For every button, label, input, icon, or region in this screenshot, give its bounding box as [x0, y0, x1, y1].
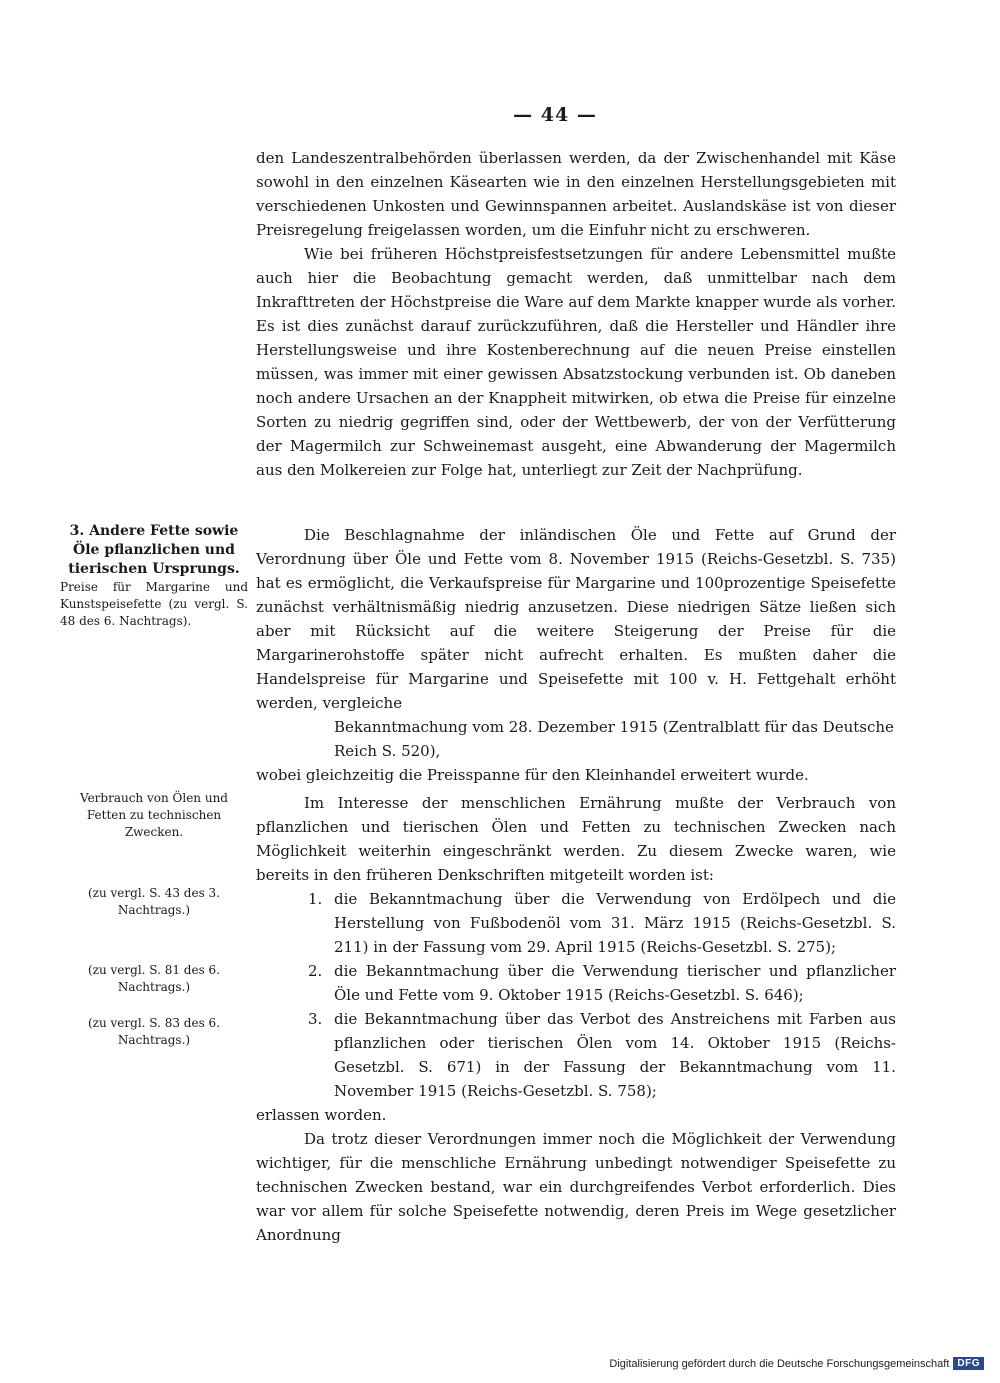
margin-ref-3: (zu vergl. S. 83 des 6. Nachtrags.): [87, 1016, 221, 1047]
list-text: die Bekanntmachung über das Verbot des Anstreichens mit Farben aus pflanzlichen oder tierischen Ölen vom 14. Oktober 1915 (Reichs-Gesetzbl. S. 671) in der Fassung der Bekanntmachung vom 11. November 1915 (Reichs-Gesetzbl. S. 758);: [334, 1010, 896, 1100]
margin-note-section3: [60, 522, 248, 630]
paragraph: Im Interesse der menschlichen Ernährung mußte der Verbrauch von pflanzlichen und tierischen Ölen und Fetten zu technischen Zwecken nach Möglichkeit weiterhin eingeschränkt werden. Zu diesem Zwecke waren, wie bereits in den früheren Denkschriften mitgeteilt worden ist:: [256, 794, 896, 884]
paragraph: Wie bei früheren Höchstpreisfestsetzungen für andere Lebensmittel mußte auch hier die Beobachtung gemacht werden, daß unmittelbar nach dem Inkrafttreten der Höchstpreise die Ware auf dem Markte knapper wurde als vorher. Es ist dies zunächst darauf zurückzuführen, daß die Hersteller und Händler ihre Herstellungsweise und ihre Kostenberechnung auf die neuen Preise einstellen müssen, was immer mit einer gewissen Absatzstockung verbunden ist. Ob daneben noch andere Ursachen an der Knappheit mitwirken, ob etwa die Preise für einzelne Sorten zu niedrig gegriffen sind, oder der Wettbewerb, der von der Verfütterung der Magermilch zur Schweinemast ausgeht, eine Abwanderung der Magermilch aus den Molkereien zur Folge hat, unterliegt zur Zeit der Nachprüfung.: [256, 245, 896, 479]
margin-ref-2: (zu vergl. S. 81 des 6. Nachtrags.): [87, 963, 221, 994]
paragraph: Die Beschlagnahme der inländischen Öle und Fette auf Grund der Verordnung über Öle und Fette vom 8. November 1915 (Reichs-Gesetzbl. S. 735) hat es ermöglicht, die Verkaufspreise für Margarine und 100prozentige Speisefette zunächst verhältnismäßig niedrig anzusetzen. Diese niedrigen Sätze ließen sich aber mit Rücksicht auf die weitere Steigerung der Preise für die Margarinerohstoffe später nicht aufrecht erhalten. Es mußten daher die Handelspreise für Margarine und Speisefette mit 100 v. H. Fettgehalt erhöht werden, vergleiche: [256, 526, 896, 712]
margin-subnote: Preise für Margarine und Kunstspeisefette (zu vergl. S. 48 des 6. Nachtrags).: [60, 580, 248, 628]
list-text: die Bekanntmachung über die Verwendung von Erdölpech und die Herstellung von Fußbodenöl vom 31. März 1915 (Reichs-Gesetzbl. S. 211) in der Fassung vom 29. April 1915 (Reichs-Gesetzbl. S. 275);: [334, 890, 896, 956]
list-text: die Bekanntmachung über die Verwendung tierischer und pflanzlicher Öle und Fette vom 9. Oktober 1915 (Reichs-Gesetzbl. S. 646);: [334, 962, 896, 1004]
text-block-margarine: [256, 523, 896, 787]
quoted-reference: Bekanntmachung vom 28. Dezember 1915 (Zentralblatt für das Deutsche Reich S. 520),: [334, 718, 894, 760]
list-number: 2.: [308, 962, 323, 980]
margin-heading: Verbrauch von Ölen und Fetten zu technischen Zwecken.: [80, 791, 228, 839]
paragraph: erlassen worden.: [256, 1106, 387, 1124]
margin-note-section4: [60, 790, 248, 841]
paragraph: wobei gleichzeitig die Preisspanne für den Kleinhandel erweitert wurde.: [256, 766, 809, 784]
page-number: — 44 —: [513, 104, 597, 126]
text-block-technical-use: [256, 791, 896, 1247]
ordinance-list: [256, 887, 896, 1103]
list-item: [256, 959, 896, 1007]
text-block-cheese: [256, 146, 896, 482]
margin-heading: 3. Andere Fette sowie Öle pflanzlichen und tierischen Ursprungs.: [68, 523, 240, 577]
footer-text: Digitalisierung gefördert durch die Deutsche Forschungsgemeinschaft: [609, 1357, 950, 1370]
paragraph: Da trotz dieser Verordnungen immer noch die Möglichkeit der Verwendung wichtiger, für die menschliche Ernährung unbedingt notwendiger Speisefette zu technischen Zwecken bestand, war ein durchgreifendes Verbot erforderlich. Dies war vor allem für solche Speisefette notwendig, deren Preis im Wege gesetzlicher Anordnung: [256, 1130, 896, 1244]
dfg-logo: DFG: [953, 1357, 984, 1370]
margin-ref-1: (zu vergl. S. 43 des 3. Nachtrags.): [87, 886, 221, 917]
footer-credit: [609, 1357, 984, 1370]
paragraph: den Landeszentralbehörden überlassen werden, da der Zwischenhandel mit Käse sowohl in den einzelnen Käsearten wie in den einzelnen Herstellungsgebieten mit verschiedenen Unkosten und Gewinnspannen arbeitet. Auslandskäse ist von dieser Preisregelung freigelassen worden, um die Einfuhr nicht zu erschweren.: [256, 149, 896, 239]
list-item: [256, 887, 896, 959]
list-number: 3.: [308, 1010, 323, 1028]
list-item: [256, 1007, 896, 1103]
list-number: 1.: [308, 890, 323, 908]
